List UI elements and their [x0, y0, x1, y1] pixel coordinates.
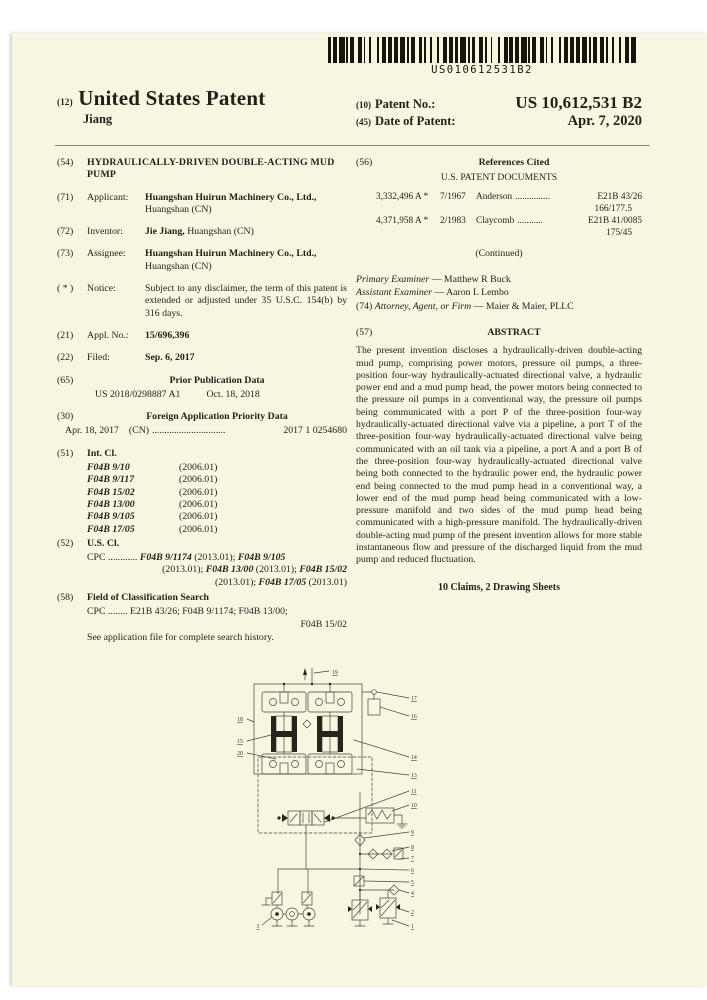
barcode-block — [317, 37, 647, 76]
patent-page — [12, 33, 707, 986]
figure-callout: 14 — [411, 755, 417, 761]
inventor-surname: Jiang — [83, 112, 113, 126]
references-continued: (Continued) — [475, 247, 523, 259]
figure-callout: 16 — [411, 714, 417, 720]
field-appl-no: (21) Appl. No.: 15/696,396 — [57, 329, 190, 341]
figure-callout: 3 — [256, 924, 260, 930]
reference-row: 4,371,958 A * 2/1983 Claycomb ........... E21B 41/0085 — [376, 216, 642, 227]
field-search: (58) Field of Classification Search — [57, 592, 210, 604]
patent-drawing — [226, 662, 450, 959]
field-inventor: (72) Inventor: Jie Jiang, Huangshan (CN) — [57, 226, 254, 238]
patent-date-label: Date of Patent: — [375, 114, 456, 128]
attorney-line: (74) Attorney, Agent, or Firm — Maier & Maier, PLLC — [356, 300, 574, 312]
figure-callout: 9 — [411, 830, 414, 836]
field-assignee: (73) Assignee: Huangshan Huirun Machinery Co., Ltd., Huangshan (CN) — [57, 248, 317, 272]
kind-code-number: (12) — [57, 97, 73, 107]
header-rule — [55, 145, 650, 146]
figure-callout: 19 — [332, 670, 338, 676]
figure-callout: 7 — [411, 856, 414, 862]
claims-sheets-line: 10 Claims, 2 Drawing Sheets — [438, 581, 560, 593]
invention-title: HYDRAULICALLY-DRIVEN DOUBLE-ACTING MUD PUMP — [87, 157, 335, 181]
figure-callout: 11 — [411, 789, 417, 795]
figure-callout: 15 — [237, 739, 243, 745]
search-history-note: See application file for complete search history. — [87, 631, 274, 643]
field-int-cl: (51) Int. Cl. — [57, 447, 117, 459]
field-notice: ( * ) Notice: Subject to any disclaimer, the term of this patent is extended or adjusted under 35 U.S.C. 154(b) by 316 days. — [57, 283, 347, 319]
patent-date-value: Apr. 7, 2020 — [567, 113, 642, 129]
patent-date-row: (45) Date of Patent: Apr. 7, 2020 — [356, 113, 642, 129]
figure-callout: 4 — [411, 891, 414, 897]
field-prior-publication: (65) Prior Publication Data — [57, 374, 265, 386]
figure-callout: 1 — [411, 924, 414, 930]
barcode — [317, 37, 647, 63]
figure-callout: 5 — [411, 880, 414, 886]
figure-callout: 18 — [237, 717, 243, 723]
figure-callout: 2 — [411, 910, 414, 916]
us-patent-documents-heading: U.S. PATENT DOCUMENTS — [440, 172, 558, 184]
field-foreign-priority: (30) Foreign Application Priority Data — [57, 411, 288, 423]
us-cl-cpc-line: CPC ............ F04B 9/1174 (2013.01); F04B 9/105 — [87, 552, 286, 564]
figure-callout: 17 — [411, 696, 417, 702]
patent-number-value: US 10,612,531 B2 — [515, 93, 642, 112]
figure-callout: 6 — [411, 868, 414, 874]
header-right — [356, 93, 642, 130]
primary-examiner: Primary Examiner — Matthew R Buck — [356, 274, 511, 286]
figure-callout: 13 — [411, 773, 417, 779]
examiner-block — [356, 274, 642, 313]
field-us-cl: (52) U.S. Cl. — [57, 537, 120, 549]
abstract-text: The present invention discloses a hydraulically-driven double-acting mud pump, comprising power motors, pressure oil pumps, a three-position four-way hydraulically-actuated directional valve, a hydraulic power end and a mud pump head, the power motors being connected to the pressure oil pumps in a conventional way, the pressure oil pumps being communicated with a port P of the three-position four-way hydraulically-actuated directional valve via a pipeline, a port T of the three-position four-way hydraulically-actuated directional valve being communicated with an oil tank via a pipeline, a port A and a port B of the three-position four-way hydraulically-actuated directional valve being both connected to the hydraulic power end, the hydraulic power end being connected to the mud pump head in a conventional way, a lower end of the mud pump head being communicated with a low-pressure manifold and two sides of the mud pump head being communicated with a high-pressure manifold. The hydraulically-driven double-acting mud pump of the present invention allows for more stable instantaneous flow and pressure of the discharged liquid from the mud pump and reduced fluctuation. — [356, 345, 642, 566]
field-title: (54) HYDRAULICALLY-DRIVEN DOUBLE-ACTING MUD PUMP — [57, 157, 347, 182]
foreign-priority-entry: Apr. 18, 2017 (CN) .............................. 2017 1 0254680 — [65, 425, 347, 437]
document-title: (12) United States Patent — [57, 86, 266, 110]
figure-callout: 20 — [237, 751, 243, 757]
prior-publication-entry: US 2018/0298887 A1 Oct. 18, 2018 — [95, 388, 260, 400]
patent-number-row: (10) Patent No.: US 10,612,531 B2 — [356, 93, 642, 112]
field-filed: (22) Filed: Sep. 6, 2017 — [57, 352, 195, 364]
assistant-examiner: Assistant Examiner — Aaron L Lembo — [356, 287, 509, 299]
barcode-text: US010612531B2 — [431, 64, 533, 76]
field-abstract: (57) ABSTRACT — [356, 326, 541, 338]
reference-row: 3,332,496 A * 7/1967 Anderson ............... E21B 43/26 — [376, 191, 642, 202]
figure-callout: 10 — [411, 803, 417, 809]
field-applicant: (71) Applicant: Huangshan Huirun Machinery Co., Ltd., Huangshan (CN) — [57, 191, 317, 215]
references-abstract-column: (56) References Cited U.S. PATENT DOCUMENTS 3,332,496 A * 7/1967 Anderson ............... E21B 43/26 166/177.5 4,371,958 A * 2/1983 Claycomb ........... E21B 41/0085 175/45 (Continued) Primary Examiner — Matthew R Buck Assistant Examiner — Aaron L Lembo (74) Attorney, Agent, or Firm — Maier & Maier, PLLC (57) ABSTRACT The present invention discloses a hydraulically-driven double-acting mud pump, comprising power motors, pressure oil pumps, a three-position four-way hydraulically-actuated directional valve, a hydraulic power end and a mud pump head, the power motors being connected to the pressure oil pumps in a conventional way, the pressure oil pumps being communicated with a port P of the three-position four-way hydraulically-actuated directional valve via a pipeline, a port T of the three-position four-way hydraulically-actuated directional valve being communicated with an oil tank via a pipeline, a port A and a port B of the three-position four-way hydraulically-actuated directional valve being both connected to the hydraulic power end, the hydraulic power end being connected to the mud pump head in a conventional way, a lower end of the mud pump head being communicated with a low-pressure manifold and two sides of the mud pump head being communicated with a high-pressure manifold. The hydraulically-driven double-acting mud pump of the present invention allows for more stable instantaneous flow and pressure of the discharged liquid from the mud pump and reduced fluctuation. 10 Claims, 2 Drawing Sheets — [356, 157, 642, 593]
patent-number-label: Patent No.: — [375, 97, 436, 111]
hydraulic-schematic — [226, 662, 450, 954]
figure-callout: 8 — [411, 845, 414, 851]
bibliographic-column: (54) HYDRAULICALLY-DRIVEN DOUBLE-ACTING MUD PUMP (71) Applicant: Huangshan Huirun Machinery Co., Ltd., Huangshan (CN) (72) Inventor: Jie Jiang, Huangshan (CN) (73) Assignee: Huangshan Huirun Machinery Co., Ltd., Huangshan (CN) ( * ) Notice: Subject to any disclaimer, the term of this patent is extended or adjusted under 35 U.S.C. 154(b) by 316 days. (21) Appl. No.: 15/696,396 (22) Filed: Sep. 6, 2017 (65) Prior Publication Data US 2018/0298887 A1 Oct. 18, 2018 (30) Foreign Application Priority Data Apr. 18, 2017 (CN) .............................. 2017 1 0254680 (51) Int. Cl. F04B 9/10 (2006.01) F04B 9/117 (2006.01) F04B 15/02 (2006.01) F04B 13/00 (2006.01) F04B 9/105 (2006.01) F04B 17/05 (2006.01) (52) U.S. Cl. CPC ............ F04B 9/1174 (2013.01); F04B 9/105 (2013.01); F04B 13/00 (2013.01); F04B 15/02 (2013.01); F04B 17/05 (2013.01) (58) Field of Classification Search CPC ........ E21B 43/26; F04B 9/1174; F04B 13/00; F04B 15/02 See application file for complete search history. — [57, 157, 347, 643]
header-left — [57, 86, 347, 127]
field-references: (56) References Cited — [356, 157, 550, 168]
